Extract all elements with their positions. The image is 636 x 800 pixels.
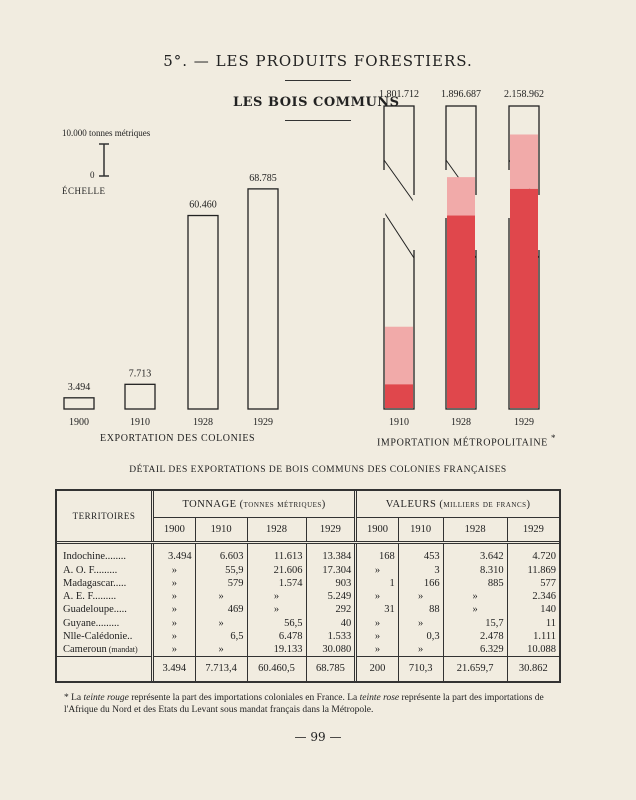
- tonnage-year-1910: 1910: [195, 518, 247, 543]
- spacer-row: [57, 542, 559, 550]
- valeurs-cell: »: [398, 617, 443, 630]
- valeurs-total: 710,3: [398, 656, 443, 681]
- valeurs-cell: 11: [507, 617, 559, 630]
- spacer-cell: [306, 542, 356, 550]
- tonnage-cell: 579: [195, 577, 247, 590]
- scale-label: 10.000 tonnes métriques: [62, 128, 151, 138]
- valeurs-cell: »: [356, 590, 398, 603]
- valeurs-year-1900: 1900: [356, 518, 398, 543]
- tonnage-total: 7.713,4: [195, 656, 247, 681]
- tonnage-cell: 3.494: [153, 550, 196, 563]
- valeurs-year-1928: 1928: [443, 518, 507, 543]
- territory-name: Madagascar.....: [63, 577, 127, 589]
- valeurs-cell: »: [398, 643, 443, 656]
- import-chart-title-mark: *: [551, 433, 557, 443]
- col-territory: TERRITOIRES: [57, 491, 153, 542]
- valeurs-cell: 140: [507, 603, 559, 616]
- valeurs-year-1910: 1910: [398, 518, 443, 543]
- import-value-label-1928: 1.896.687: [441, 89, 481, 100]
- valeurs-cell: 1.111: [507, 630, 559, 643]
- tonnage-cell: 1.574: [247, 577, 306, 590]
- tonnage-cell: 292: [306, 603, 356, 616]
- footnote-rouge: teinte rouge: [83, 693, 129, 703]
- valeurs-cell: 2.478: [443, 630, 507, 643]
- territory-note: (mandat): [106, 644, 138, 654]
- territory-name: A. O. F.........: [63, 564, 118, 576]
- group-tonnage-label: TONNAGE (tonnes métriques): [182, 498, 326, 510]
- valeurs-cell: 2.346: [507, 590, 559, 603]
- valeurs-year-1929: 1929: [507, 518, 559, 543]
- valeurs-cell: 88: [398, 603, 443, 616]
- import-value-label-1910: 1.801.712: [379, 89, 419, 100]
- import-pink-segment-1929: [510, 134, 538, 188]
- tonnage-cell: 17.304: [306, 564, 356, 577]
- export-value-label-1929: 68.785: [249, 172, 277, 184]
- export-bar-1900: [64, 398, 94, 409]
- valeurs-cell: »: [356, 564, 398, 577]
- import-red-segment-1929: [510, 189, 538, 408]
- tonnage-cell: 6.478: [247, 630, 306, 643]
- valeurs-total: 21.659,7: [443, 656, 507, 681]
- export-chart-title: EXPORTATION DES COLONIES: [100, 433, 256, 444]
- valeurs-cell: 10.088: [507, 643, 559, 656]
- scale-caption: ÉCHELLE: [62, 186, 106, 196]
- table-row: [57, 577, 559, 590]
- valeurs-cell: 15,7: [443, 617, 507, 630]
- import-category-1928: 1928: [451, 417, 471, 428]
- footnote-rose: teinte rose: [359, 693, 400, 703]
- valeurs-cell: 168: [356, 550, 398, 563]
- valeurs-cell: 166: [398, 577, 443, 590]
- tonnage-cell: »: [153, 577, 196, 590]
- section-title: 5°. — LES PRODUITS FORESTIERS.: [163, 52, 473, 70]
- tonnage-year-1929: 1929: [306, 518, 356, 543]
- export-value-label-1928: 60.460: [189, 199, 217, 211]
- tonnage-cell: 5.249: [306, 590, 356, 603]
- group-valeurs-label: VALEURS (milliers de francs): [385, 498, 531, 510]
- tonnage-cell: 6,5: [195, 630, 247, 643]
- tonnage-cell: 903: [306, 577, 356, 590]
- export-value-label-1900: 3.494: [67, 381, 91, 393]
- import-break-line-b-1910: [384, 212, 414, 258]
- valeurs-cell: »: [443, 590, 507, 603]
- tonnage-cell: 6.603: [195, 550, 247, 563]
- table-row: [57, 564, 559, 577]
- valeurs-cell: 0,3: [398, 630, 443, 643]
- tonnage-cell: »: [247, 590, 306, 603]
- valeurs-cell: 3: [398, 564, 443, 577]
- territory-name: Guadeloupe.....: [63, 604, 127, 616]
- export-bar-1910: [125, 384, 155, 409]
- tonnage-cell: »: [153, 617, 196, 630]
- import-chart-title: [377, 433, 556, 448]
- table-row: [57, 630, 559, 643]
- tonnage-cell: »: [195, 617, 247, 630]
- table-title: DÉTAIL DES EXPORTATIONS DE BOIS COMMUNS DES COLONIES FRANÇAISES: [129, 465, 507, 475]
- spacer-cell: [195, 542, 247, 550]
- export-category-1900: 1900: [69, 417, 89, 428]
- tonnage-cell: 19.133: [247, 643, 306, 656]
- tonnage-cell: 469: [195, 603, 247, 616]
- valeurs-cell: 6.329: [443, 643, 507, 656]
- spacer-cell: [247, 542, 306, 550]
- territory-name: Cameroun (mandat): [57, 643, 153, 656]
- valeurs-cell: 885: [443, 577, 507, 590]
- import-category-1929: 1929: [514, 417, 534, 428]
- valeurs-cell: 8.310: [443, 564, 507, 577]
- scale-zero: 0: [90, 170, 95, 180]
- footnote-p3: représente la part des importations de l'Afrique du Nord et des Etats du Levant sous mandat français dans la Métropole.: [64, 693, 544, 715]
- tonnage-total: 68.785: [306, 656, 356, 681]
- table-row: [57, 550, 559, 563]
- tonnage-cell: »: [195, 590, 247, 603]
- tonnage-total: 3.494: [153, 656, 196, 681]
- tonnage-cell: 13.384: [306, 550, 356, 563]
- valeurs-total: 30.862: [507, 656, 559, 681]
- tonnage-cell: »: [153, 564, 196, 577]
- territory-name: Nlle-Calédonie..: [63, 630, 133, 642]
- tonnage-cell: 55,9: [195, 564, 247, 577]
- import-red-segment-1928: [447, 216, 475, 408]
- valeurs-total: 200: [356, 656, 398, 681]
- tonnage-cell: »: [153, 630, 196, 643]
- footnote-p1: La: [71, 693, 82, 703]
- import-red-segment-1910: [385, 384, 413, 408]
- valeurs-cell: »: [443, 603, 507, 616]
- tonnage-cell: 1.533: [306, 630, 356, 643]
- territory-name: A. E. F.........: [63, 591, 117, 603]
- spacer-cell: [356, 542, 398, 550]
- valeurs-cell: »: [356, 630, 398, 643]
- tonnage-total: 60.460,5: [247, 656, 306, 681]
- tonnage-cell: 56,5: [247, 617, 306, 630]
- valeurs-cell: 3.642: [443, 550, 507, 563]
- export-category-1928: 1928: [193, 417, 213, 428]
- table-row: [57, 590, 559, 603]
- import-break-line-a-1910: [384, 160, 414, 202]
- tonnage-cell: »: [247, 603, 306, 616]
- valeurs-cell: 1: [356, 577, 398, 590]
- export-value-label-1910: 7.713: [128, 368, 152, 380]
- export-category-1910: 1910: [130, 417, 150, 428]
- tonnage-year-1928: 1928: [247, 518, 306, 543]
- table-row: [57, 643, 559, 656]
- valeurs-cell: 453: [398, 550, 443, 563]
- tonnage-cell: »: [153, 643, 196, 656]
- footnote-mark: *: [64, 693, 69, 703]
- valeurs-cell: »: [356, 617, 398, 630]
- table-row: [57, 603, 559, 616]
- footnote-p2: représente la part des importations coloniales en France. La: [131, 693, 358, 703]
- import-pink-segment-1910: [385, 327, 413, 385]
- import-pink-segment-1928: [447, 177, 475, 215]
- chart-title: LES BOIS COMMUNS: [233, 95, 400, 110]
- import-category-1910: 1910: [389, 417, 409, 428]
- territory-name: Indochine........: [63, 551, 126, 563]
- tonnage-year-1900: 1900: [153, 518, 196, 543]
- tonnage-cell: »: [153, 590, 196, 603]
- totals-label: [57, 656, 153, 681]
- group-tonnage: [153, 491, 356, 518]
- detail-table: [55, 489, 561, 683]
- valeurs-cell: »: [398, 590, 443, 603]
- valeurs-cell: 4.720: [507, 550, 559, 563]
- spacer-cell: [443, 542, 507, 550]
- tonnage-cell: 40: [306, 617, 356, 630]
- tonnage-cell: »: [153, 603, 196, 616]
- import-chart-title-text: IMPORTATION MÉTROPOLITAINE: [377, 437, 548, 449]
- territory-name: Guyane.........: [63, 617, 120, 629]
- export-bar-1929: [248, 189, 278, 409]
- totals-row: [57, 656, 559, 681]
- table-row: [57, 617, 559, 630]
- spacer-cell: [57, 542, 153, 550]
- export-category-1929: 1929: [253, 417, 273, 428]
- spacer-cell: [507, 542, 559, 550]
- tonnage-cell: 21.606: [247, 564, 306, 577]
- spacer-cell: [153, 542, 196, 550]
- export-bar-1928: [188, 216, 218, 409]
- page-number: — 99 —: [294, 730, 342, 744]
- tonnage-cell: 30.080: [306, 643, 356, 656]
- valeurs-cell: 31: [356, 603, 398, 616]
- footnote: [64, 692, 574, 716]
- tonnage-cell: »: [195, 643, 247, 656]
- import-value-label-1929: 2.158.962: [504, 89, 544, 100]
- valeurs-cell: 11.869: [507, 564, 559, 577]
- tonnage-cell: 11.613: [247, 550, 306, 563]
- valeurs-cell: 577: [507, 577, 559, 590]
- group-valeurs: [356, 491, 559, 518]
- spacer-cell: [398, 542, 443, 550]
- valeurs-cell: »: [356, 643, 398, 656]
